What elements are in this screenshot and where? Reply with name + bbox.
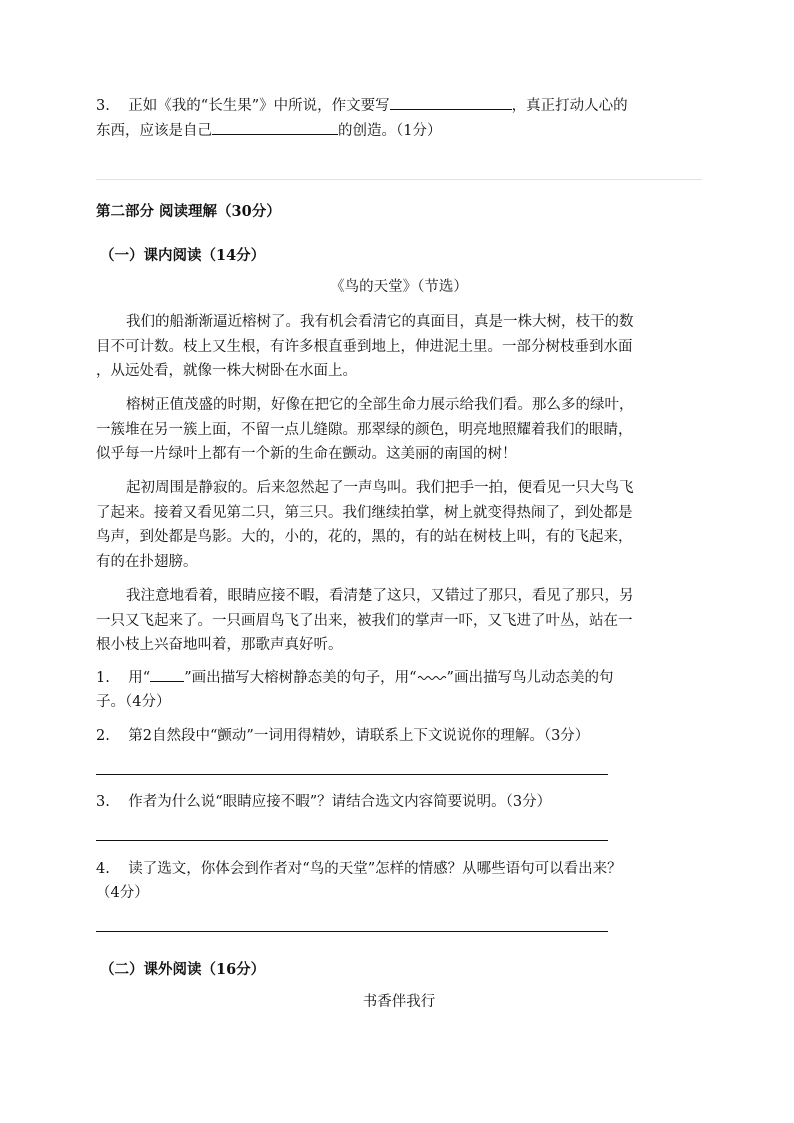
- question-number: 3.: [96, 98, 110, 114]
- passage-line: 榕树正值茂盛的时期，好像在把它的全部生命力展示给我们看。那么多的绿叶，: [126, 397, 634, 413]
- passage-line: 一只又飞起来了。一只画眉鸟飞了出来，被我们的掌声一吓，又飞进了叶丛，站在一: [96, 613, 633, 629]
- passage-line: 了起来。接着又看见第二只，第三只。我们继续拍掌，树上就变得热闹了，到处都是: [96, 505, 633, 521]
- question-number: 1.: [96, 670, 110, 686]
- reading-question-2: [96, 724, 696, 748]
- question-text: ，真正打动人心的: [511, 98, 628, 114]
- passage-line: 我注意地看着，眼睛应接不暇，看清楚了这只，又错过了那只，看见了那只，另: [126, 588, 634, 604]
- question-text: 东西，应该是自己: [96, 123, 212, 139]
- passage-line: 有的在扑翅膀。: [96, 554, 198, 570]
- question-text: 作者为什么说“眼睛应接不暇”？请结合选文内容简要说明。（3分）: [128, 794, 552, 810]
- passage-line: 起初周围是静寂的。后来忽然起了一声鸟叫。我们把手一拍，便看见一只大鸟飞: [126, 480, 634, 496]
- passage-line: 我们的船渐渐逼近榕树了。我有机会看清它的真面目，真是一株大树，枝干的数: [126, 314, 634, 330]
- straight-underline-symbol: [150, 667, 184, 682]
- question-text: 第2自然段中“颤动”一词用得精妙，请联系上下文说说你的理解。（3分）: [128, 728, 590, 744]
- question-number: 4.: [96, 861, 110, 877]
- answer-line[interactable]: [96, 840, 608, 841]
- reading-question-4: [96, 857, 696, 881]
- question-number: 3.: [96, 794, 110, 810]
- question-text: ”画出描写大榕树静态美的句子，用“: [184, 670, 417, 686]
- passage-line: 鸟声，到处都是鸟影。大的，小的，花的，黑的，有的站在树枝上叫，有的飞起来，: [96, 529, 633, 545]
- question-3-line-2: [96, 119, 696, 143]
- passage-title: 《鸟的天堂》（节选）: [330, 279, 468, 295]
- question-text: 的创造。（1分）: [338, 123, 442, 139]
- answer-line[interactable]: [96, 774, 608, 775]
- reading-question-1: [96, 666, 696, 690]
- reading-question-3: [96, 790, 696, 814]
- section-divider: [96, 179, 702, 180]
- answer-line[interactable]: [96, 931, 608, 932]
- passage-line: ，从远处看，就像一株大树卧在水面上。: [96, 363, 357, 379]
- part-2-heading: 第二部分 阅读理解（30分）: [96, 203, 281, 220]
- section-1-heading: （一）课内阅读（14分）: [100, 247, 266, 264]
- question-text: 正如《我的“长生果”》中所说，作文要写: [128, 98, 390, 114]
- passage-line: 似乎每一片绿叶上都有一个新的生命在颤动。这美丽的南国的树！: [96, 446, 517, 462]
- wavy-underline-symbol: [417, 672, 447, 682]
- reading-question-1-cont: 子。（4分）: [96, 694, 171, 710]
- passage-line: 目不可计数。枝上又生根，有许多根直垂到地上，伸进泥土里。一部分树枝垂到水面: [96, 339, 633, 355]
- question-text: ”画出描写鸟儿动态美的句: [446, 670, 614, 686]
- answer-blank[interactable]: [390, 95, 512, 110]
- section-2-heading: （二）课外阅读（16分）: [100, 961, 266, 978]
- question-number: 2.: [96, 728, 110, 744]
- answer-blank[interactable]: [212, 120, 338, 135]
- question-text: 用“: [128, 670, 151, 686]
- passage-line: 根小枝上兴奋地叫着，那歌声真好听。: [96, 637, 343, 653]
- passage-line: 一簇堆在另一簇上面，不留一点儿缝隙。那翠绿的颜色，明亮地照耀着我们的眼睛，: [96, 422, 633, 438]
- reading-question-4-cont: （4分）: [96, 885, 149, 901]
- passage-title: 书香伴我行: [362, 994, 436, 1010]
- question-3-line-1: [96, 94, 696, 118]
- question-text: 读了选文，你体会到作者对“鸟的天堂”怎样的情感？从哪些语句可以看出来？: [128, 861, 622, 877]
